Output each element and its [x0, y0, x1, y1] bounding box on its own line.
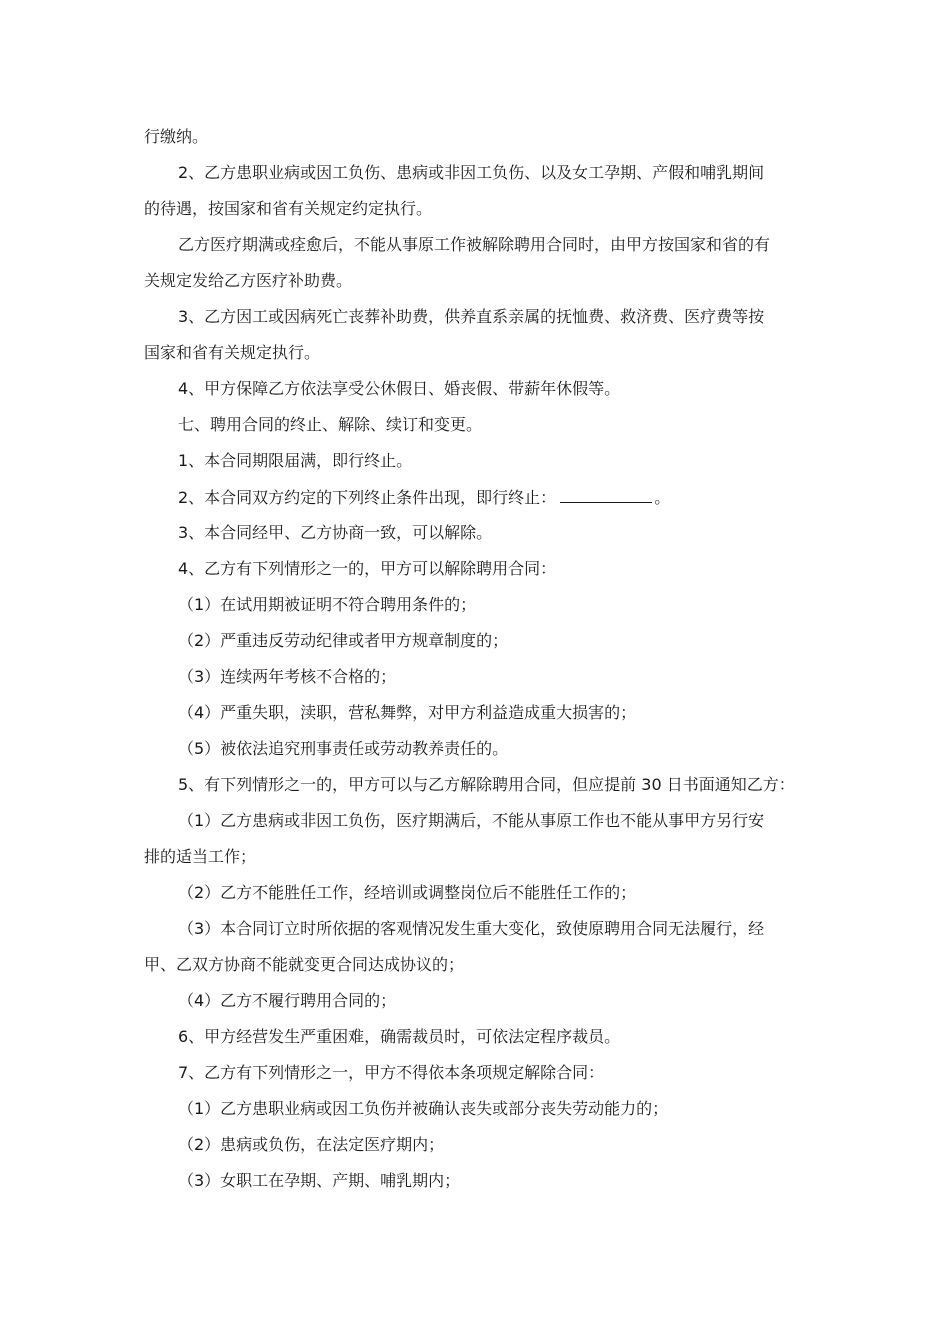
list-item: （1）乙方患病或非因工负伤，医疗期满后，不能从事原工作也不能从事甲方另行安 — [178, 811, 765, 830]
blank-suffix-text: 。 — [654, 488, 671, 507]
text-line: 乙方医疗期满或痊愈后，不能从事原工作被解除聘用合同时，由甲方按国家和省的有 — [178, 235, 771, 254]
text-line: 6、甲方经营发生严重困难，确需裁员时，可依法定程序裁员。 — [178, 1027, 621, 1046]
text-line-with-blank — [178, 487, 848, 508]
text-line: 的待遇，按国家和省有关规定约定执行。 — [144, 199, 433, 218]
text-line: 4、甲方保障乙方依法享受公休假日、婚丧假、带薪年休假等。 — [178, 379, 621, 398]
text-line: 排的适当工作； — [144, 847, 257, 866]
list-item: （2）乙方不能胜任工作，经培训或调整岗位后不能胜任工作的； — [178, 883, 637, 902]
text-line: 4、乙方有下列情形之一的，甲方可以解除聘用合同： — [178, 559, 557, 578]
text-line: 关规定发给乙方医疗补助费。 — [144, 271, 353, 290]
text-line: 甲、乙双方协商不能就变更合同达成协议的； — [144, 955, 465, 974]
list-item: （1）在试用期被证明不符合聘用条件的； — [178, 595, 477, 614]
list-item: （4）严重失职，渎职，营私舞弊，对甲方利益造成重大损害的； — [178, 703, 637, 722]
text-line: 5、有下列情形之一的，甲方可以与乙方解除聘用合同，但应提前 30 日书面通知乙方： — [178, 775, 795, 794]
list-item: （4）乙方不履行聘用合同的； — [178, 991, 397, 1010]
list-item: （2）患病或负伤，在法定医疗期内； — [178, 1135, 445, 1154]
blank-prefix-text: 2、本合同双方约定的下列终止条件出现，即行终止： — [178, 488, 557, 507]
list-item: （3）本合同订立时所依据的客观情况发生重大变化，致使原聘用合同无法履行，经 — [178, 919, 765, 938]
text-line: 3、乙方因工或因病死亡丧葬补助费，供养直系亲属的抚恤费、救济费、医疗费等按 — [178, 307, 765, 326]
text-line: 3、本合同经甲、乙方协商一致，可以解除。 — [178, 523, 493, 542]
fill-in-blank[interactable] — [560, 487, 652, 503]
text-line: 7、乙方有下列情形之一，甲方不得依本条项规定解除合同： — [178, 1063, 605, 1082]
list-item: （5）被依法追究刑事责任或劳动教养责任的。 — [178, 739, 509, 758]
list-item: （3）女职工在孕期、产期、哺乳期内； — [178, 1171, 461, 1190]
text-line: 1、本合同期限届满，即行终止。 — [178, 451, 413, 470]
text-line: 行缴纳。 — [144, 127, 209, 146]
text-line: 国家和省有关规定执行。 — [144, 343, 321, 362]
section-heading: 七、聘用合同的终止、解除、续订和变更。 — [178, 415, 483, 434]
list-item: （2）严重违反劳动纪律或者甲方规章制度的； — [178, 631, 509, 650]
list-item: （1）乙方患职业病或因工负伤并被确认丧失或部分丧失劳动能力的； — [178, 1099, 669, 1118]
text-line: 2、乙方患职业病或因工负伤、患病或非因工负伤、以及女工孕期、产假和哺乳期间 — [178, 163, 765, 182]
list-item: （3）连续两年考核不合格的； — [178, 667, 397, 686]
